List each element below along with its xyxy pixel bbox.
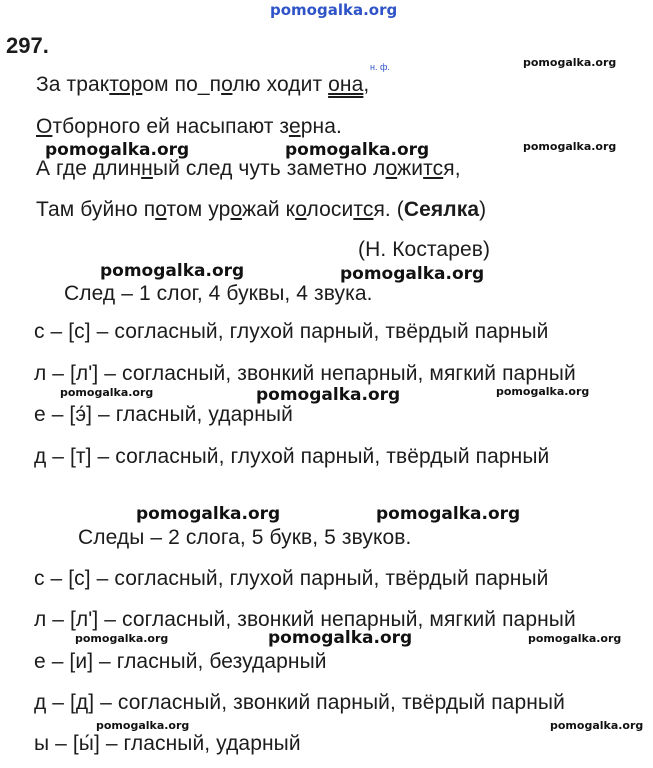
- watermark[interactable]: pomogalka.org: [523, 56, 617, 69]
- exercise-number: 297.: [6, 33, 49, 58]
- watermark[interactable]: pomogalka.org: [550, 719, 644, 732]
- watermark[interactable]: pomogalka.org: [496, 385, 590, 398]
- analysis-2-header: Следы – 2 слога, 5 букв, 5 звуков.: [78, 526, 412, 549]
- analysis-1-row-l: л – [л'] – согласный, звонкий непарный, мягкий парный: [34, 362, 576, 385]
- watermark[interactable]: pomogalka.org: [45, 140, 190, 160]
- watermark[interactable]: pomogalka.org: [376, 504, 521, 524]
- watermark[interactable]: pomogalka.org: [340, 264, 485, 284]
- poem-line-2: Отборного ей насыпают зерна.: [36, 115, 342, 138]
- analysis-1-row-d: д – [т] – согласный, глухой парный, твёрдый парный: [34, 445, 550, 468]
- watermark[interactable]: pomogalka.org: [100, 261, 245, 281]
- analysis-2-row-y: ы – [ы́] – гласный, ударный: [34, 732, 301, 755]
- watermark[interactable]: pomogalka.org: [136, 504, 281, 524]
- poem-author: (Н. Костарев): [358, 238, 491, 261]
- top-watermark[interactable]: pomogalka.org: [270, 1, 398, 19]
- poem-line-1: За трактором по_полю ходит она,: [36, 73, 370, 96]
- poem-line-4: Там буйно потом урожай колосится. (Сеялка): [36, 198, 487, 221]
- analysis-2-row-d: д – [д] – согласный, звонкий парный, твёрдый парный: [34, 691, 565, 714]
- poem-line-3: А где длинный след чуть заметно ложится,: [36, 157, 461, 180]
- watermark[interactable]: pomogalka.org: [96, 719, 190, 732]
- watermark[interactable]: pomogalka.org: [256, 385, 401, 405]
- watermark[interactable]: pomogalka.org: [268, 628, 413, 648]
- analysis-2-row-s: с – [с] – согласный, глухой парный, твёрдый парный: [34, 567, 549, 590]
- nf-note: н. ф.: [370, 62, 390, 72]
- watermark[interactable]: pomogalka.org: [285, 140, 430, 160]
- analysis-1-row-e: е – [э́] – гласный, ударный: [34, 403, 293, 426]
- analysis-2-row-l: л – [л'] – согласный, звонкий непарный, мягкий парный: [34, 608, 576, 631]
- watermark[interactable]: pomogalka.org: [60, 386, 154, 399]
- analysis-1-row-s: с – [с] – согласный, глухой парный, твёрдый парный: [34, 320, 549, 343]
- analysis-2-row-e: е – [и] – гласный, безударный: [34, 650, 327, 673]
- analysis-1-header: След – 1 слог, 4 буквы, 4 звука.: [64, 282, 373, 305]
- watermark[interactable]: pomogalka.org: [528, 632, 622, 645]
- watermark[interactable]: pomogalka.org: [523, 140, 617, 153]
- watermark[interactable]: pomogalka.org: [75, 632, 169, 645]
